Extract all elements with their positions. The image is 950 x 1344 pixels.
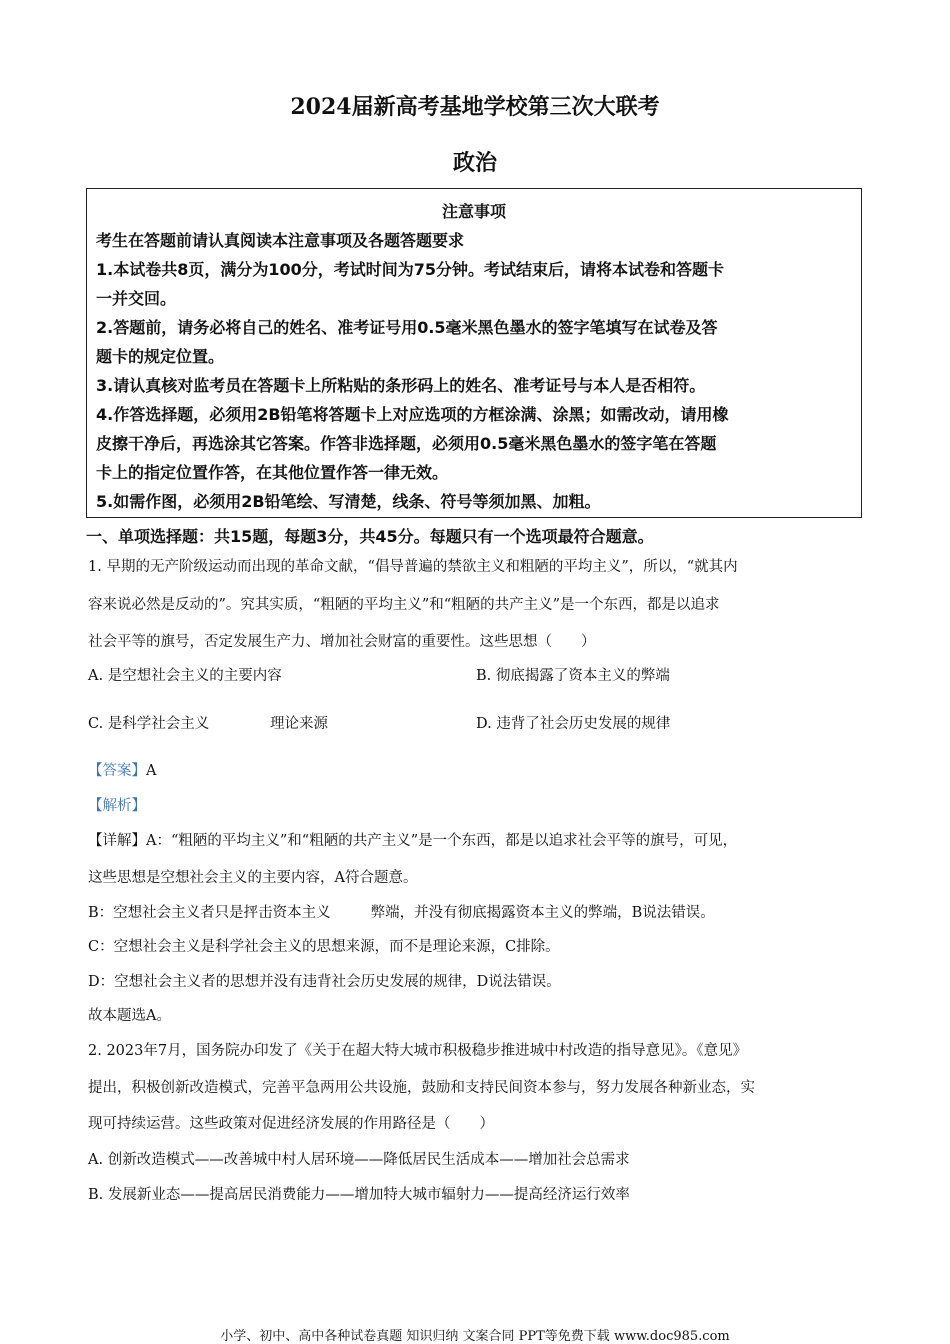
q1-stem-line: 社会平等的旗号，否定发展生产力、增加社会财富的重要性。这些思想（ ）: [88, 634, 596, 650]
footer-text: 小学、初中、高中各种试卷真题 知识归纳 文案合同 PPT等免费下载 www.doc985.com: [220, 1329, 730, 1344]
q2-option-b: B. 发展新业态——提高居民消费能力——增加特大城市辐射力——提高经济运行效率: [88, 1187, 630, 1203]
q1-detail-line: 【详解】A：“粗陋的平均主义”和“粗陋的共产主义”是一个东西，都是以追求社会平等的旗号，可见，: [88, 833, 738, 849]
notice-line: 5.如需作图，必须用2B铅笔绘、写清楚，线条、符号等须加黑、加粗。: [96, 492, 601, 511]
exam-title: 2024届新高考基地学校第三次大联考: [290, 94, 660, 120]
notice-line: 皮擦干净后，再选涂其它答案。作答非选择题，必须用0.5毫米黑色墨水的签字笔在答题: [96, 434, 717, 453]
notice-line: 题卡的规定位置。: [96, 347, 225, 366]
notice-heading: 注意事项: [441, 202, 506, 221]
notice-line: 3.请认真核对监考员在答题卡上所粘贴的条形码上的姓名、准考证号与本人是否相符。: [96, 376, 706, 395]
section-heading: 一、单项选择题：共15题，每题3分，共45分。每题只有一个选项最符合题意。: [86, 527, 654, 546]
notice-line: 考生在答题前请认真阅读本注意事项及各题答题要求: [96, 231, 465, 250]
answer-value: A: [146, 763, 157, 779]
q2-stem-line: 2. 2023年7月，国务院办印发了《关于在超大特大城市积极稳步推进城中村改造的指导意见》。《意见》: [88, 1043, 748, 1059]
q1-detail-b-part1: B：空想社会主义者只是抨击资本主义: [88, 905, 331, 921]
answer-tag: 【答案】: [88, 763, 146, 779]
notice-line: 4.作答选择题，必须用2B铅笔将答题卡上对应选项的方框涂满、涂黑；如需改动，请用橡: [96, 405, 729, 424]
q2-stem-line: 提出，积极创新改造模式，完善平急两用公共设施，鼓励和支持民间资本参与，努力发展各种新业态，实: [88, 1080, 755, 1096]
subject-title: 政治: [452, 150, 497, 176]
q1-detail-b-part2: 弊端，并没有彻底揭露资本主义的弊端，B说法错误。: [370, 905, 715, 921]
q1-option-d: D. 违背了社会历史发展的规律: [476, 716, 671, 732]
q2-stem-line: 现可持续运营。这些政策对促进经济发展的作用路径是（ ）: [88, 1116, 494, 1132]
q1-detail-b: [88, 901, 715, 922]
notice-line: 2.答题前，请务必将自己的姓名、准考证号用0.5毫米黑色墨水的签字笔填写在试卷及答: [96, 318, 718, 337]
q1-stem-line: 容来说必然是反动的”。究其实质，“粗陋的平均主义”和“粗陋的共产主义”是一个东西，都是以追求: [88, 597, 720, 613]
q1-answer: [88, 759, 156, 780]
q1-detail-line: 这些思想是空想社会主义的主要内容，A符合题意。: [88, 870, 418, 886]
q1-option-c: C. 是科学社会主义: [88, 716, 210, 732]
notice-line: 一并交回。: [96, 289, 177, 308]
notice-line: 卡上的指定位置作答，在其他位置作答一律无效。: [96, 463, 449, 482]
q1-conclusion: 故本题选A。: [88, 1008, 171, 1024]
q1-detail-d: D：空想社会主义者的思想并没有违背社会历史发展的规律，D说法错误。: [88, 974, 561, 990]
q1-stem-line: 1. 早期的无产阶级运动而出现的革命文献，“倡导普遍的禁欲主义和粗陋的平均主义”，所以，“就其内: [88, 559, 738, 575]
q1-option-c-cont: 理论来源: [270, 716, 328, 732]
notice-line: 1.本试卷共8页，满分为100分，考试时间为75分钟。考试结束后，请将本试卷和答题卡: [96, 260, 725, 279]
q2-option-a: A. 创新改造模式——改善城中村人居环境——降低居民生活成本——增加社会总需求: [88, 1152, 630, 1168]
q1-option-a: A. 是空想社会主义的主要内容: [88, 668, 282, 684]
analysis-tag: 【解析】: [88, 798, 146, 814]
q1-detail-c: C：空想社会主义是科学社会主义的思想来源，而不是理论来源，C排除。: [88, 939, 560, 955]
q1-option-b: B. 彻底揭露了资本主义的弊端: [476, 668, 670, 684]
